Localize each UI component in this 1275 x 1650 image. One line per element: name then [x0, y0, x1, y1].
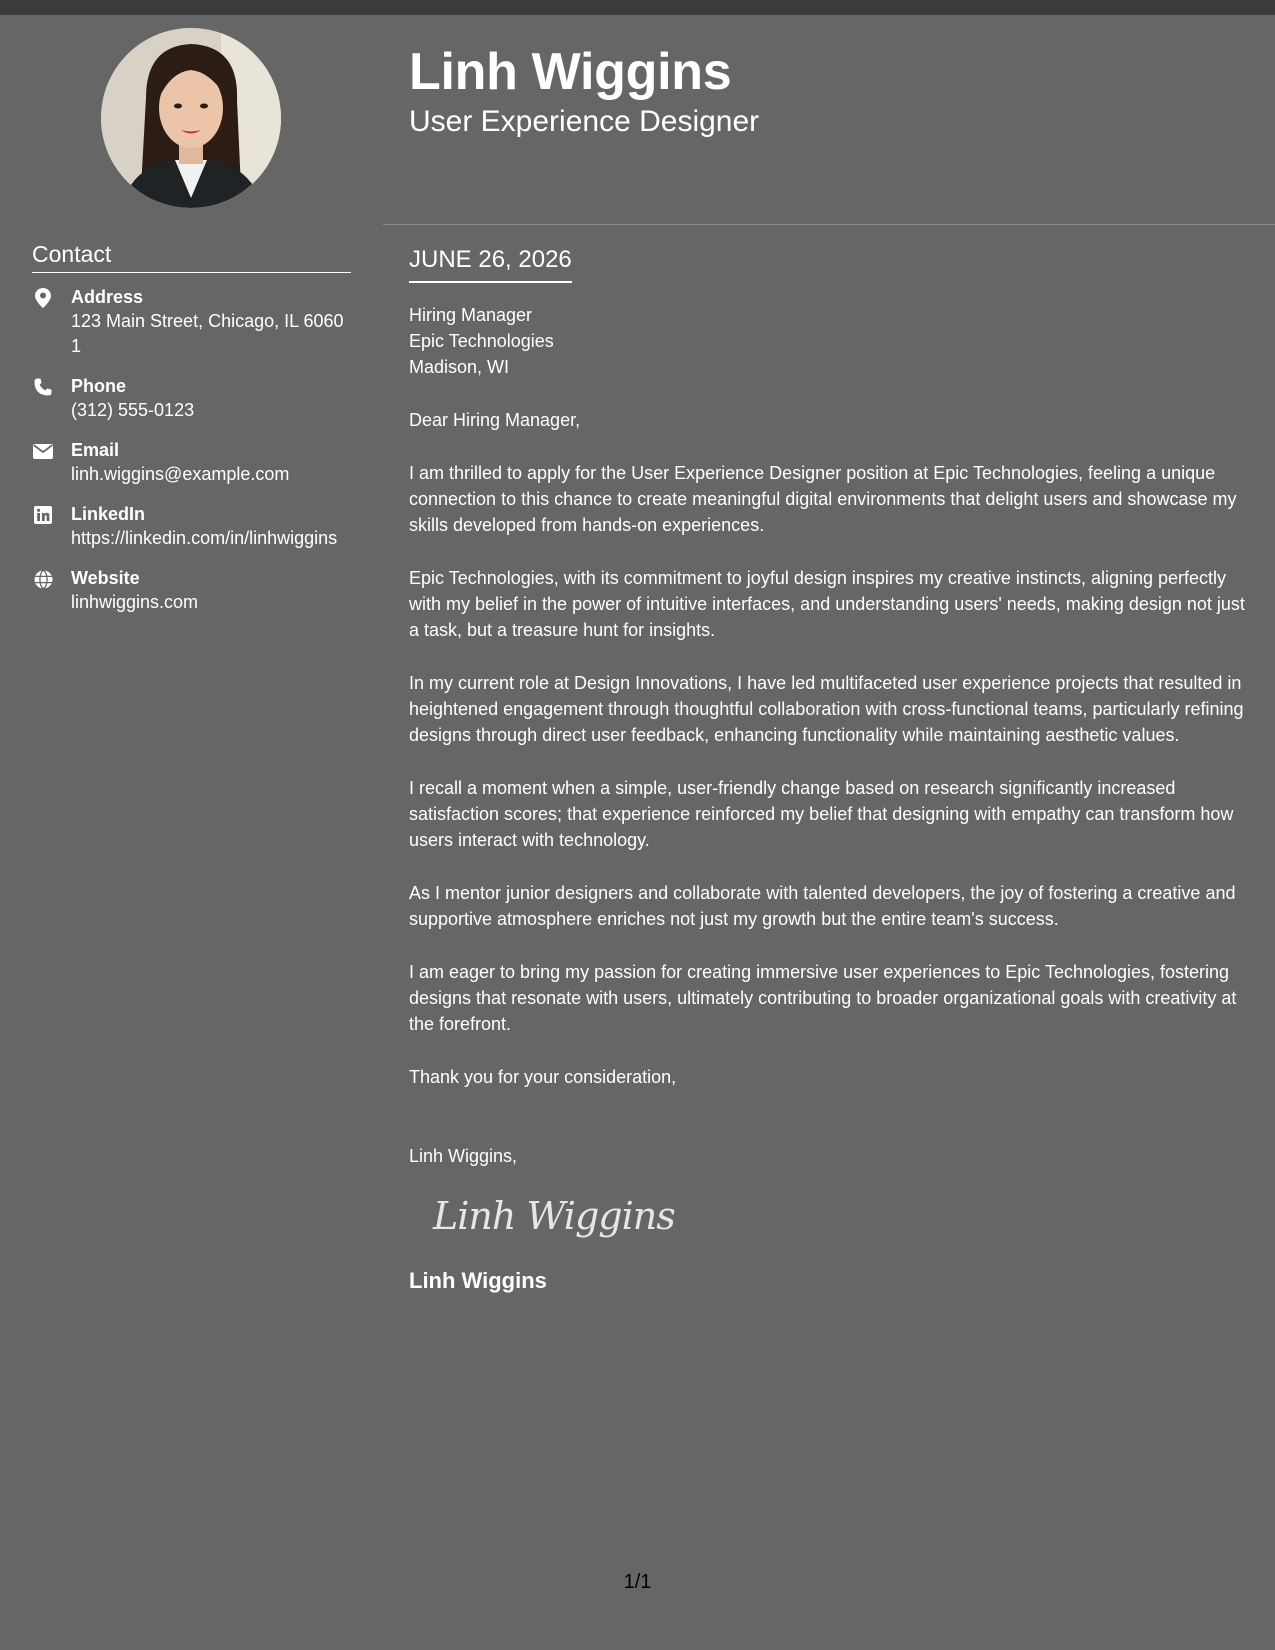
address-value: 123 Main Street, Chicago, IL 60601: [71, 311, 344, 356]
closing: Thank you for your consideration,: [409, 1067, 677, 1087]
applicant-name: Linh Wiggins: [409, 43, 732, 101]
contact-address: [32, 285, 352, 359]
paragraph: Epic Technologies, with its commitment to joyful design inspires my creative instincts, aligning perfectly with my belief in the power of intuitive interfaces, and understanding users' needs, making design not just a task, but a treasure hunt for insights.: [409, 568, 1245, 640]
recipient-title: Hiring Manager: [409, 305, 533, 325]
signer-line: Linh Wiggins,: [409, 1146, 518, 1166]
contact-label: Email: [71, 440, 120, 460]
sidebar: [0, 15, 383, 1650]
contact-website: [32, 566, 352, 615]
website-link[interactable]: linhwiggins.com: [71, 592, 199, 612]
letter-header: [409, 40, 759, 140]
recipient-company: Epic Technologies: [409, 331, 554, 351]
contact-list: [32, 285, 352, 630]
linkedin-link[interactable]: https://linkedin.com/in/linhwiggins: [71, 528, 338, 548]
handwritten-signature: Linh Wiggins: [433, 1194, 675, 1238]
linkedin-icon: [32, 504, 54, 526]
profile-photo: [101, 28, 281, 208]
envelope-icon: [32, 440, 54, 462]
greeting: Dear Hiring Manager,: [409, 410, 581, 430]
contact-label: Website: [71, 568, 140, 588]
paragraph: As I mentor junior designers and collaborate with talented developers, the joy of fostering a creative and supportive atmosphere enriches not just my growth but the entire team's success.: [409, 883, 1236, 929]
paragraph: I am eager to bring my passion for creating immersive user experiences to Epic Technologies, fostering designs that resonate with users, ultimately contributing to broader organizational goals with creativity at the forefront.: [409, 962, 1237, 1034]
job-title: User Experience Designer: [409, 105, 760, 138]
contact-heading: Contact: [32, 241, 351, 273]
contact-linkedin: [32, 502, 352, 551]
letter-body: [409, 244, 1249, 1294]
header-divider: [383, 224, 1275, 225]
email-link[interactable]: linh.wiggins@example.com: [71, 464, 290, 484]
page-number: 1/1: [623, 1571, 652, 1593]
paragraph: In my current role at Design Innovations, I have led multifaceted user experience projects that resulted in heightened engagement through thoughtful collaboration with cross-functional teams, particularly refining designs through direct user feedback, enhancing functionality while maintaining aesthetic values.: [409, 673, 1244, 745]
letter-date: JUNE 26, 2026: [409, 244, 572, 283]
contact-phone: [32, 374, 352, 423]
paragraph: I am thrilled to apply for the User Experience Designer position at Epic Technologies, feeling a unique connection to this chance to create meaningful digital environments that delight users and showcase my skills developed from hands-on experiences.: [409, 463, 1237, 535]
contact-email: [32, 438, 352, 487]
top-bar: [0, 0, 1275, 15]
phone-icon: [32, 376, 54, 398]
contact-label: Address: [71, 287, 144, 307]
signature-name: Linh Wiggins: [409, 1268, 547, 1293]
contact-label: LinkedIn: [71, 504, 146, 524]
location-pin-icon: [32, 287, 54, 309]
globe-icon: [32, 568, 54, 590]
recipient-location: Madison, WI: [409, 357, 510, 377]
recipient-block: [409, 302, 1249, 380]
paragraph: I recall a moment when a simple, user-friendly change based on research significantly increased satisfaction scores; that experience reinforced my belief that designing with empathy can transform how users interact with technology.: [409, 778, 1234, 850]
phone-value: (312) 555-0123: [71, 400, 195, 420]
contact-label: Phone: [71, 376, 127, 396]
